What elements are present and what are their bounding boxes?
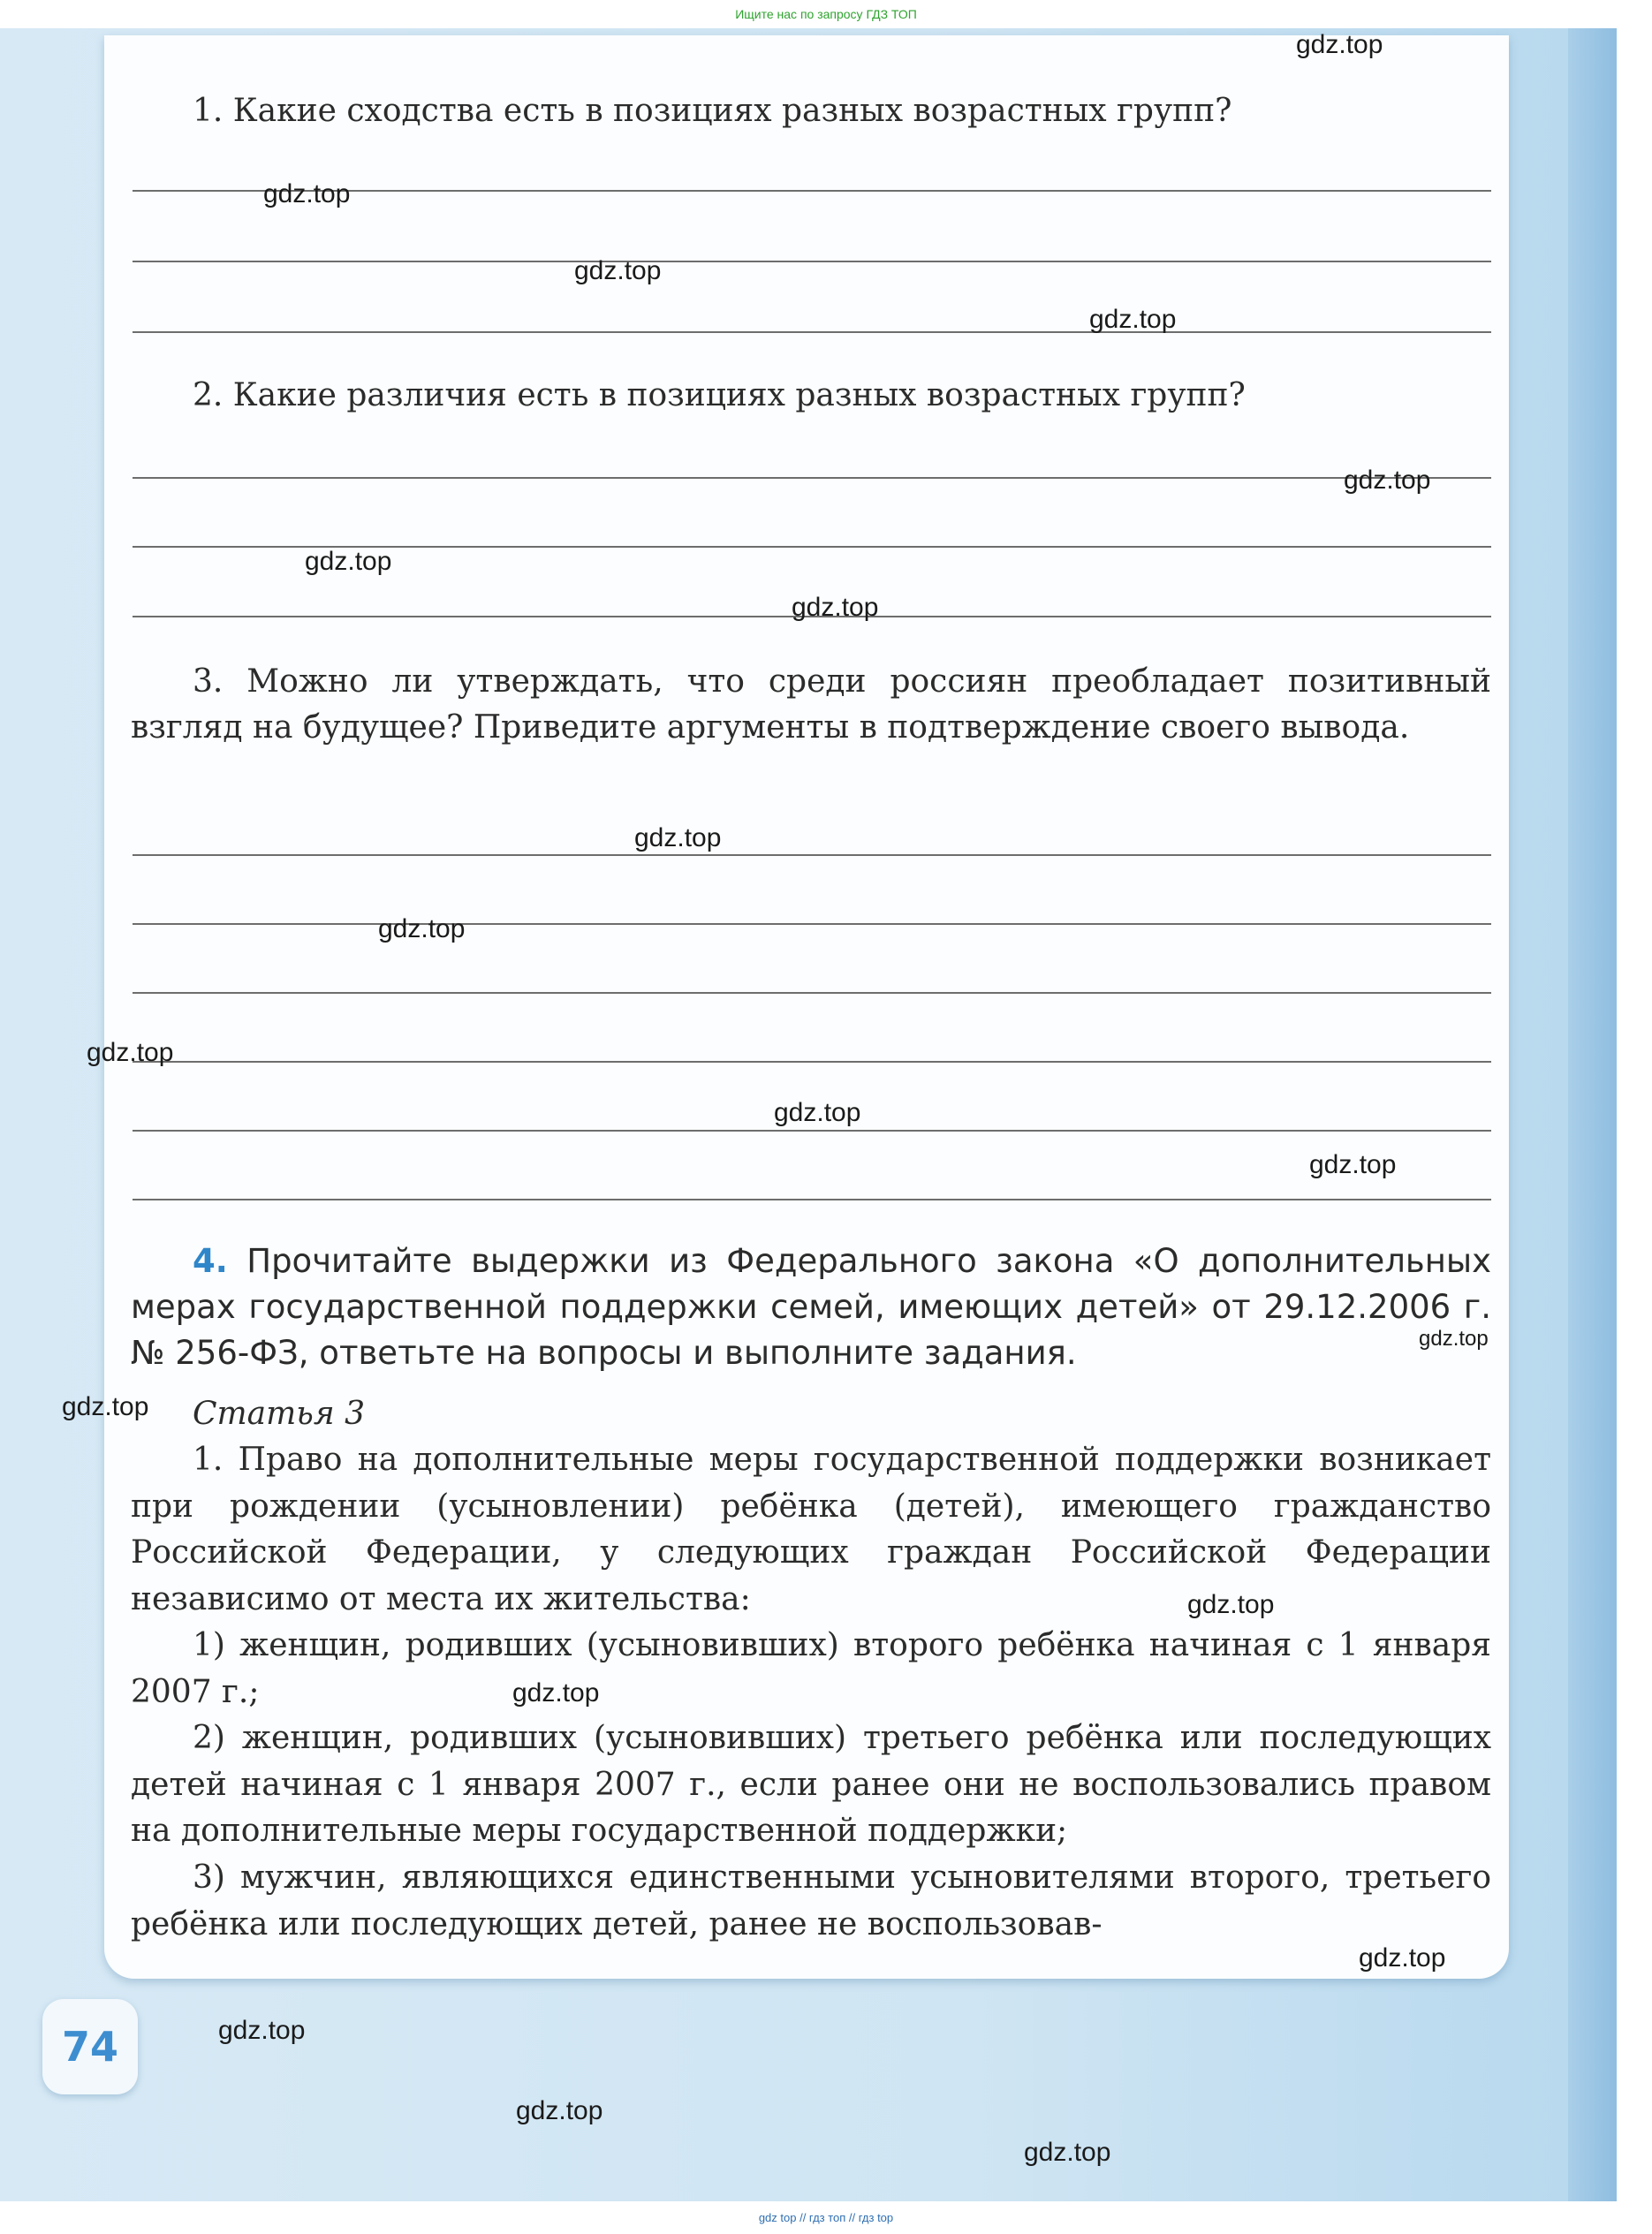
watermark: gdz.top	[1296, 30, 1383, 59]
answer-line	[133, 854, 1491, 856]
watermark: gdz.top	[1309, 1150, 1397, 1179]
watermark: gdz.top	[1419, 1327, 1489, 1351]
task-4	[131, 1238, 1491, 1376]
watermark: gdz.top	[87, 1038, 174, 1067]
article-title: Статья 3	[193, 1396, 366, 1432]
watermark: gdz.top	[1187, 1590, 1275, 1619]
answer-line	[133, 331, 1491, 333]
watermark: gdz.top	[792, 593, 879, 622]
answer-line	[133, 1199, 1491, 1200]
answer-line	[133, 923, 1491, 925]
law-paragraph: 3) мужчин, являющихся единственными усыновителями второго, третьего ребёнка или последующих детей, ранее не воспользовав-	[131, 1859, 1491, 1942]
watermark: gdz.top	[218, 2016, 306, 2045]
footer-links[interactable]: gdz top // гдз топ // гдз top	[0, 2201, 1652, 2234]
question-3: 3. Можно ли утверждать, что среди россиян преобладает позитивный взгляд на будущее? Приведите аргументы в подтверждение своего вывода.	[131, 663, 1491, 746]
law-paragraph: 2) женщин, родивших (усыновивших) третьего ребёнка или последующих детей начиная с 1 января 2007 г., если ранее они не воспользовались правом на дополнительные меры государственной поддержки;	[131, 1720, 1491, 1849]
top-banner[interactable]: Ищите нас по запросу ГДЗ ТОП	[0, 0, 1652, 28]
watermark: gdz.top	[305, 547, 392, 576]
question-2: 2. Какие различия есть в позициях разных возрастных групп?	[193, 377, 1246, 413]
question-1: 1. Какие сходства есть в позициях разных возрастных групп?	[193, 93, 1232, 129]
answer-line	[133, 261, 1491, 262]
watermark: gdz.top	[516, 2096, 603, 2125]
law-paragraph: 1) женщин, родивших (усыновивших) второго ребёнка начиная с 1 января 2007 г.;	[131, 1627, 1491, 1710]
watermark: gdz.top	[1089, 305, 1177, 334]
watermark: gdz.top	[634, 823, 722, 852]
watermark: gdz.top	[263, 179, 351, 208]
watermark: gdz.top	[1024, 2138, 1111, 2167]
watermark: gdz.top	[574, 256, 662, 285]
answer-line	[133, 992, 1491, 994]
watermark: gdz.top	[1344, 466, 1431, 495]
page-number: 74	[42, 1999, 138, 2094]
law-paragraph: 1. Право на дополнительные меры государственной поддержки возникает при рождении (усыновлении) ребёнка (детей), имеющего гражданство Российской Федерации, у следующих граждан Российской Федерации независимо от места их жительства:	[131, 1442, 1491, 1617]
task-4-text: Прочитайте выдержки из Федерального закона «О дополнительных мерах государственной поддержки семей, имеющих детей» от 29.12.2006 г. № 256-ФЗ, ответьте на вопросы и выполните задания.	[131, 1242, 1491, 1372]
watermark: gdz.top	[62, 1392, 149, 1421]
watermark: gdz.top	[512, 1678, 600, 1708]
watermark: gdz.top	[1359, 1943, 1446, 1973]
answer-line	[133, 1130, 1491, 1132]
answer-line	[133, 477, 1491, 479]
task-4-number: 4.	[193, 1242, 228, 1280]
page-edge	[1568, 28, 1617, 2201]
watermark: gdz.top	[774, 1098, 861, 1127]
answer-line	[133, 1061, 1491, 1063]
watermark: gdz.top	[378, 914, 466, 943]
